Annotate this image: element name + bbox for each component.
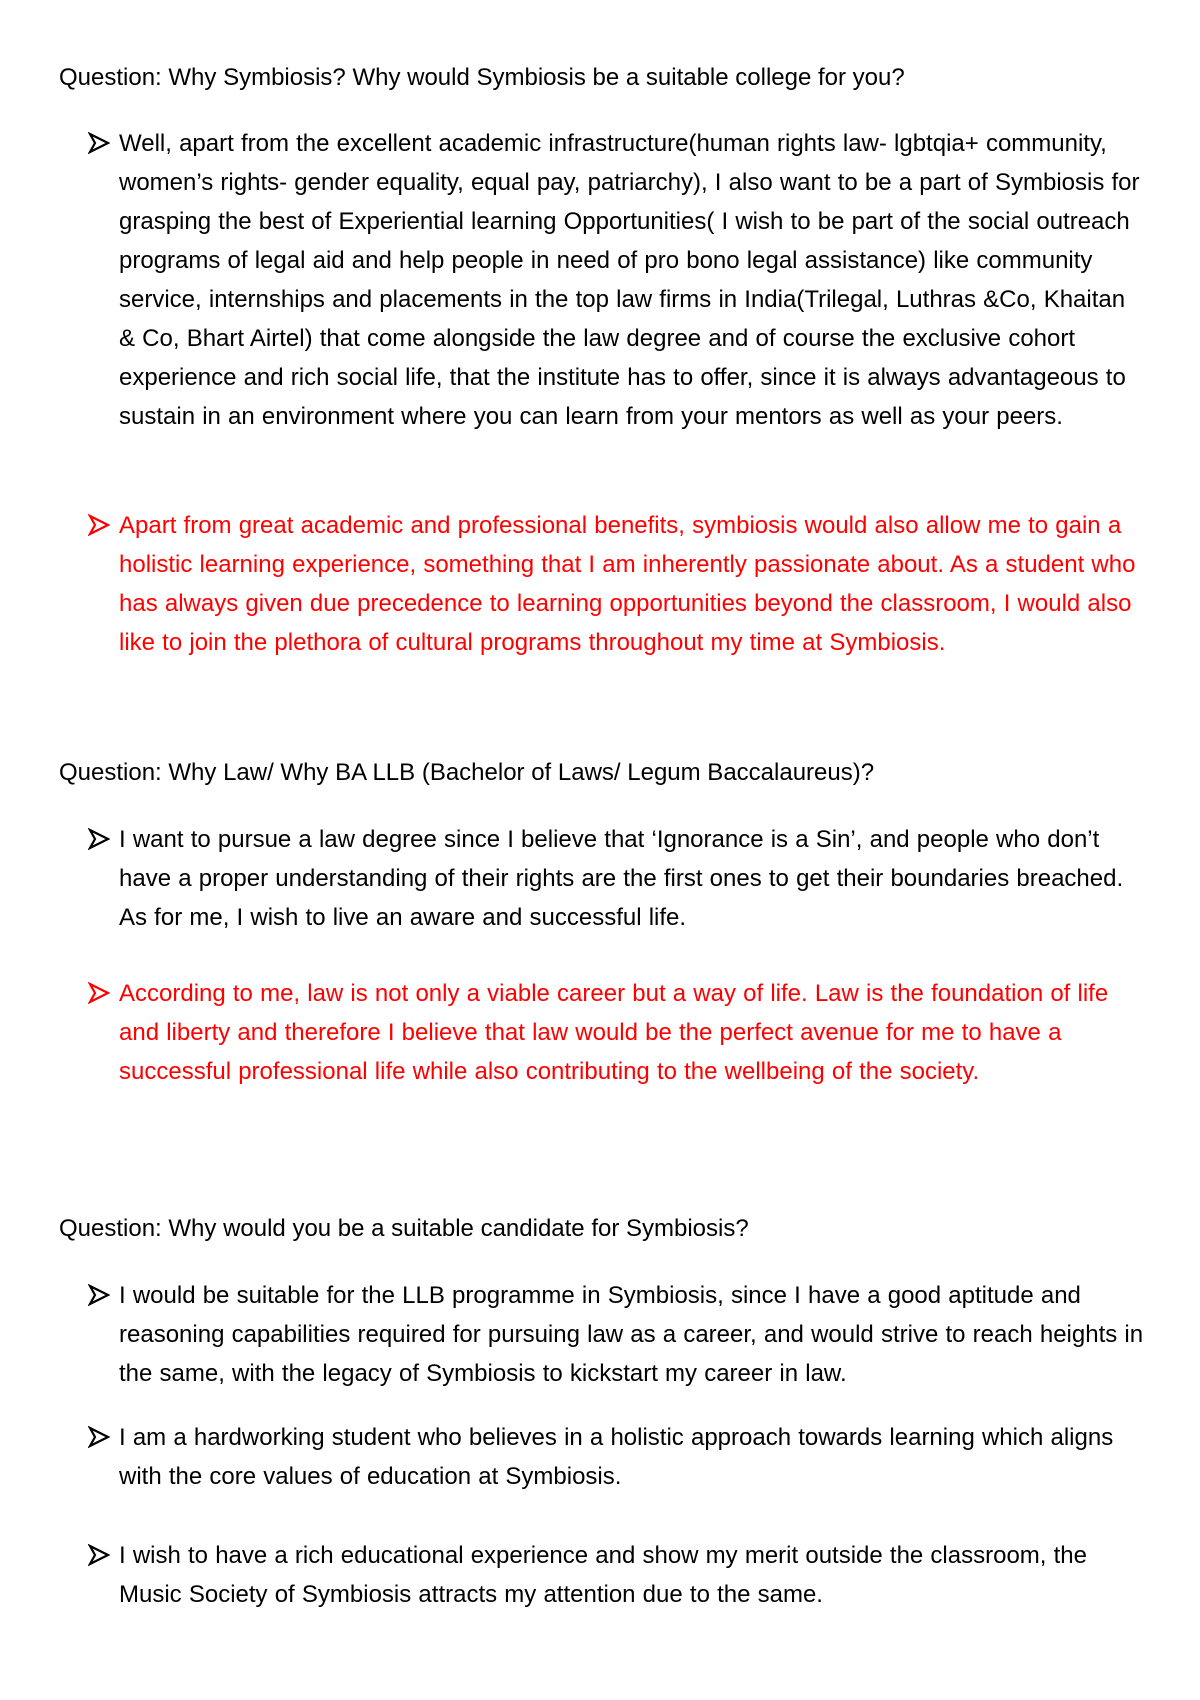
answer-text: I am a hardworking student who believes in a holistic approach towards learning which aligns with the core values of education at Symbiosis. — [119, 1424, 1114, 1490]
answer-text: Apart from great academic and professional benefits, symbiosis would also allow me to gain a holistic learning experience, something that I am inherently passionate about. As a student who has always given due precedence to learning opportunities beyond the classroom, I would also like to join the plethora of cultural programs throughout my time at Symbiosis. — [119, 512, 1136, 656]
arrowhead-bullet-icon — [88, 1426, 110, 1448]
arrowhead-bullet-icon — [88, 828, 110, 850]
arrowhead-bullet-icon — [88, 132, 110, 154]
answer-text: I want to pursue a law degree since I believe that ‘Ignorance is a Sin’, and people who don’t have a proper understanding of their rights are the first ones to get their boundaries breached. As for me, I wish to live an aware and successful life. — [119, 826, 1124, 931]
answer-bullet-highlighted — [88, 974, 1148, 1091]
arrowhead-bullet-icon — [88, 514, 110, 536]
question-heading: Question: Why Law/ Why BA LLB (Bachelor of Laws/ Legum Baccalaureus)? — [59, 759, 875, 786]
question-heading: Question: Why Symbiosis? Why would Symbiosis be a suitable college for you? — [59, 64, 905, 91]
answer-bullet-highlighted — [88, 506, 1148, 662]
answer-bullet — [88, 124, 1148, 436]
answer-bullet — [88, 1536, 1148, 1614]
answer-bullet — [88, 1418, 1148, 1496]
answer-text: I wish to have a rich educational experience and show my merit outside the classroom, the Music Society of Symbiosis attracts my attention due to the same. — [119, 1542, 1087, 1608]
arrowhead-bullet-icon — [88, 982, 110, 1004]
answer-text: According to me, law is not only a viable career but a way of life. Law is the foundation of life and liberty and therefore I believe that law would be the perfect avenue for me to have a successful professional life while also contributing to the wellbeing of the society. — [119, 980, 1109, 1085]
arrowhead-bullet-icon — [88, 1284, 110, 1306]
question-heading: Question: Why would you be a suitable candidate for Symbiosis? — [59, 1215, 749, 1242]
answer-text: I would be suitable for the LLB programme in Symbiosis, since I have a good aptitude and reasoning capabilities required for pursuing law as a career, and would strive to reach heights in the same, with the legacy of Symbiosis to kickstart my career in law. — [119, 1282, 1144, 1387]
answer-text: Well, apart from the excellent academic infrastructure(human rights law- lgbtqia+ community, women’s rights- gender equality, equal pay, patriarchy), I also want to be a part of Symbiosis for grasping the best of Experiential learning Opportunities( I wish to be part of the social outreach programs of legal aid and help people in need of pro bono legal assistance) like community service, internships and placements in the top law firms in India(Trilegal, Luthras &Co, Khaitan & Co, Bhart Airtel) that come alongside the law degree and of course the exclusive cohort experience and rich social life, that the institute has to offer, since it is always advantageous to sustain in an environment where you can learn from your mentors as well as your peers. — [119, 130, 1140, 430]
answer-bullet — [88, 820, 1148, 937]
answer-bullet — [88, 1276, 1148, 1393]
arrowhead-bullet-icon — [88, 1544, 110, 1566]
